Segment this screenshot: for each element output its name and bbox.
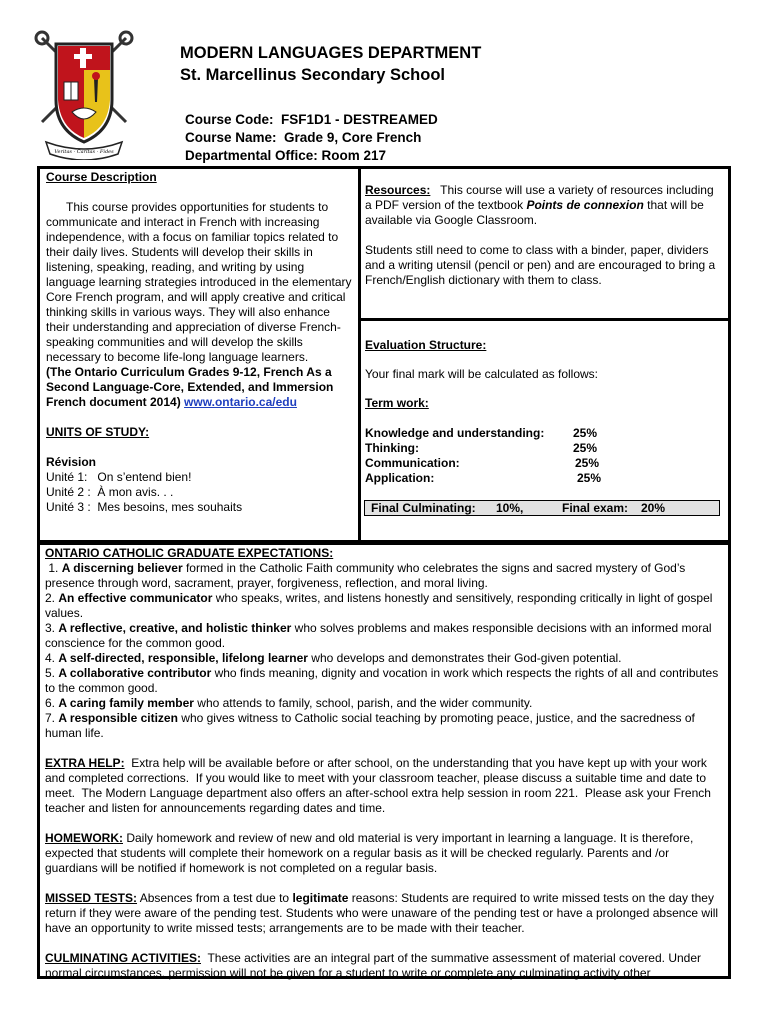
missed-tests-paragraph: MISSED TESTS: Absences from a test due to legitimate reasons: Students are required to write missed tests on the day they return if they were aware of the pending test. Students who were unaware of the pending test or have a prolonged absence will have an opportunity to write missed tests; arrangements are to be made with their teacher. bbox=[45, 891, 719, 935]
final-culminating-pct: 10%, bbox=[496, 501, 524, 515]
final-culminating-label: Final Culminating: bbox=[371, 501, 476, 515]
units-heading: UNITS OF STUDY: bbox=[46, 425, 150, 439]
right-divider bbox=[358, 318, 731, 321]
course-name-line bbox=[185, 130, 421, 145]
final-exam-label: Final exam: bbox=[562, 501, 629, 515]
course-description-body: This course provides opportunities for students to communicate and interact in French with increasing independence, with a focus on familiar topics related to their daily lives. Students will develop their skills in listening, speaking, reading, and writing by using language learning strategies introduced in the elementary Core French program, and will apply creative and critical thinking skills in various ways. They will also enhance their understanding and appreciation of diverse French-speaking communities and will develop the skills necessary to become life-long language learners. bbox=[46, 200, 352, 364]
bottom-content bbox=[45, 546, 723, 981]
extra-help-paragraph: EXTRA HELP: Extra help will be available before or after school, on the understanding that you have kept up with your work and completed corrections. If you would like to meet with your classroom teacher, please discuss a suitable time and date to meet. The Modern Language department also offers an after-school extra help session in room 221. Please ask your French teacher and listen for announcements regarding dates and time. bbox=[45, 756, 715, 815]
unit-item: Unité 2 : À mon avis. . . bbox=[46, 485, 174, 499]
ocge-item: 3. A reflective, creative, and holistic thinker who solves problems and makes responsible decisions with an informed moral conscience for the common good. bbox=[45, 621, 712, 650]
resources-supplies-text: Students still need to come to class with a binder, paper, dividers and a writing utensil (pencil or pen) and are encouraged to bring a French/English dictionary with them to class. bbox=[365, 243, 716, 287]
ocge-item: 7. A responsible citizen who gives witness to Catholic social teaching by promoting peace, justice, and the sacredness of human life. bbox=[45, 711, 695, 740]
term-work-heading: Term work: bbox=[365, 396, 429, 410]
ocge-item: 2. An effective communicator who speaks, writes, and listens honestly and sensitively, responding critically in light of gospel values. bbox=[45, 591, 713, 620]
unit-item: Unité 1: On s’entend bien! bbox=[46, 470, 192, 484]
ocge-heading: ONTARIO CATHOLIC GRADUATE EXPECTATIONS: bbox=[45, 546, 334, 560]
homework-label: HOMEWORK: bbox=[45, 831, 123, 845]
ontario-edu-link[interactable]: www.ontario.ca/edu bbox=[184, 395, 297, 409]
ocge-list bbox=[45, 561, 723, 741]
office-line bbox=[185, 148, 386, 163]
course-code-value: FSF1D1 - DESTREAMED bbox=[281, 112, 438, 127]
office-value: Room 217 bbox=[321, 148, 387, 163]
culminating-paragraph: CULMINATING ACTIVITIES: These activities are an integral part of the summative assessment of material covered. Under normal circumstances, permission will not be given for a student to write or complete any culminating activity other bbox=[45, 951, 705, 980]
ocge-item: 4. A self-directed, responsible, lifelong learner who develops and demonstrates their God-given potential. bbox=[45, 651, 622, 665]
eval-row-label: Application: bbox=[365, 471, 435, 485]
missed-tests-label: MISSED TESTS: bbox=[45, 891, 138, 905]
resources-label: Resources: bbox=[365, 183, 431, 197]
ocge-item: 6. A caring family member who attends to family, school, parish, and the wider community. bbox=[45, 696, 533, 710]
evaluation-heading: Evaluation Structure: bbox=[365, 338, 487, 352]
evaluation-intro: Your final mark will be calculated as follows: bbox=[365, 367, 598, 381]
final-assessment-box bbox=[364, 500, 720, 516]
resources-section bbox=[365, 183, 723, 288]
eval-row-pct: 25% bbox=[577, 471, 602, 485]
school-crest-logo bbox=[34, 30, 134, 160]
eval-row-pct: 25% bbox=[573, 426, 598, 440]
eval-row-label: Knowledge and understanding: bbox=[365, 426, 545, 440]
resources-text: Resources: This course will use a variety of resources including a PDF version of the textbook Points de connexion that will be available via Google Classroom. bbox=[365, 183, 714, 227]
units-revision: Révision bbox=[46, 455, 97, 469]
textbook-title: Points de connexion bbox=[526, 198, 644, 212]
course-name-value: Grade 9, Core French bbox=[284, 130, 422, 145]
course-name-label: Course Name: bbox=[185, 130, 277, 145]
curriculum-citation: (The Ontario Curriculum Grades 9-12, French As a Second Language-Core, Extended, and Immersion French document 2014) www.ontario.ca/edu bbox=[46, 365, 334, 409]
ocge-item: 1. A discerning believer formed in the Catholic Faith community who celebrates the signs and sacred mystery of God’s presence through word, sacrament, prayer, forgiveness, reflection, and moral living. bbox=[45, 561, 686, 590]
ocge-item: 5. A collaborative contributor who finds meaning, dignity and vocation in work which respects the rights of all and contributes to the common good. bbox=[45, 666, 719, 695]
course-description-heading: Course Description bbox=[46, 170, 157, 184]
eval-row-pct: 25% bbox=[575, 456, 600, 470]
eval-row-label: Thinking: bbox=[365, 441, 419, 455]
column-divider bbox=[358, 166, 361, 543]
unit-item: Unité 3 : Mes besoins, mes souhaits bbox=[46, 500, 243, 514]
eval-row-pct: 25% bbox=[573, 441, 598, 455]
course-code-label: Course Code: bbox=[185, 112, 274, 127]
extra-help-label: EXTRA HELP: bbox=[45, 756, 125, 770]
culminating-label: CULMINATING ACTIVITIES: bbox=[45, 951, 201, 965]
school-name: St. Marcellinus Secondary School bbox=[180, 66, 445, 84]
homework-paragraph: HOMEWORK: Daily homework and review of new and old material is very important in learning a language. It is therefore, expected that students will complete their homework on a regular basis as it will be checked regularly. Parents and /or guardians will be notified if homework is not completed on a regular basis. bbox=[45, 831, 694, 875]
department-title: MODERN LANGUAGES DEPARTMENT bbox=[180, 44, 482, 62]
final-exam-pct: 20% bbox=[641, 501, 666, 515]
eval-row-label: Communication: bbox=[365, 456, 460, 470]
office-label: Departmental Office: bbox=[185, 148, 318, 163]
course-code-line bbox=[185, 112, 438, 127]
crest-motto: Veritas · Caritas · Fides bbox=[54, 149, 114, 155]
course-description-section bbox=[46, 170, 352, 515]
